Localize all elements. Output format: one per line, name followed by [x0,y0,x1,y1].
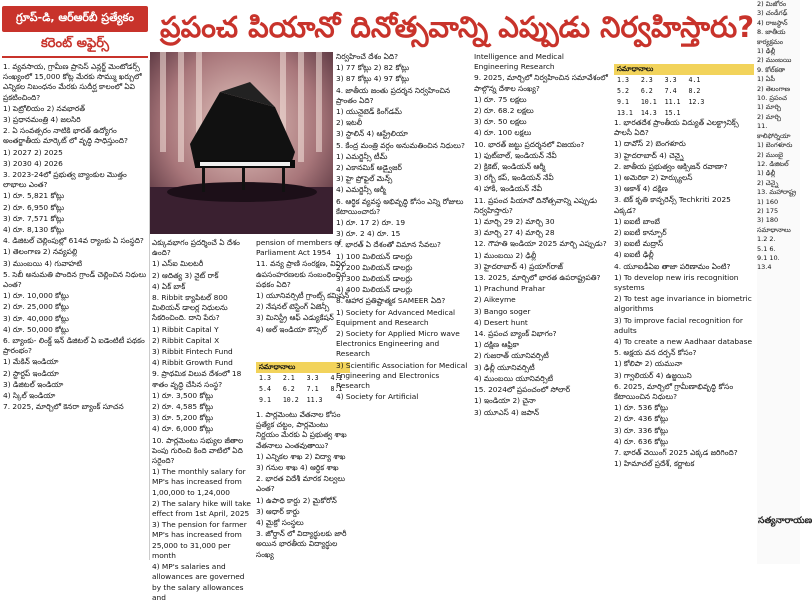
text-line: 15. 2024లో ప్రపంచంలో సోలార్ [474,385,571,395]
text-line: 4) రూ. 8,130 కోట్లు [3,225,65,235]
text-line: 2) Aikeyme [474,295,516,305]
text-line: 9.1 10. [757,253,780,262]
text-line: 3) గ్వాలియర్ 4) ఉజ్జయిని [614,370,692,380]
text-line: 4) Desert hunt [474,317,528,327]
text-line: 2) ఇటలీ [336,118,363,128]
text-line: 5. కేంద్ర మంత్రి వర్గం అనుమతించిన నిధులు? [336,140,465,150]
text-line: 1) ఎస్ఐ మిలటరీ [152,259,204,269]
text-line: 4) ఎమర్జెన్సీ ఆర్మీ [336,185,386,195]
text-line: 1) హిమాచల్ ప్రదేశ్, కర్ణాటక [614,459,695,469]
text-line: 1) బెంగళూరు [757,141,793,150]
text-line: 1) మార్చి 29 2) మార్చి 30 [474,217,555,227]
text-line: 1) యునైటెడ్ కింగ్‌డమ్ [336,107,402,117]
text-line: 9. ప్రాథమిక విలువ దేశంలో 18 శాతం వృద్ధి చేసిన సంస్థ? [152,369,242,389]
text-line: 1) కోలిపా 2) యమునా [614,359,683,369]
column-1 [3,62,147,562]
text-line: 1) The monthly salary for MP's has increased from 1,00,000 to 1,24,000 [152,467,246,497]
text-line: 7. భారత్ వెయింగ్ 2025 ఎక్కడ జరిగింది? [614,448,738,458]
text-line: 5.1 6. [757,244,776,253]
text-line: 2) The salary hike will take effect from 1st April, 2025 [152,498,251,519]
text-line: 1) రూ. 536 కోట్లు [614,403,669,413]
text-line: 2) తెలంగాణ [757,84,791,93]
text-line: 4) రూ. 50,000 కోట్లు [3,324,69,334]
text-line: 1) ఐఐటీ బాంబే [614,216,660,226]
text-line: 1) Ribbit Capital Y [152,324,219,334]
text-line: 8. జాతీయ కార్యక్రమం [757,28,786,46]
text-line: 4) ఆల్ ఇండియా కౌన్సిల్ [256,324,327,334]
text-line: 1) 100 మిలియన్ డాలర్లు [336,251,413,261]
question-block [757,0,800,273]
text-line: 1) మేకిన్ ఇండియా [3,357,59,367]
text-line: 3) డిజిటల్ ఇండియా [3,379,64,389]
text-line: 11. వన్య ప్రాణి సంరక్షణ, వివిధ ఉపసంహరణలకు సంబంధించిన పథకం ఏది? [256,259,347,289]
text-line: 1.2 2. [757,235,776,244]
text-line: 1) దావోస్ 2) బెంగళూరు [614,139,686,149]
text-line: 1) ఎమర్జెన్సీ టీమ్ [336,151,388,161]
text-line: 2) నేషనల్ టెస్టింగ్ ఏజెన్సీ [256,302,330,312]
piano-photo [150,52,333,234]
text-line: 1) అమెరికా 2) హెర్క్యులస్ [614,173,693,183]
text-line: 4) స్కిల్ ఇండియా [3,391,56,401]
text-line: 3) యూఎస్ 4) జపాన్ [474,407,540,417]
text-line: 4) ఐఐటీ ఢిల్లీ [614,250,654,260]
text-line: 1) ఇండియా 2) చైనా [474,396,536,406]
text-line: 1) 77 కోట్లు 2) 82 కోట్లు [336,63,410,73]
text-line: 10. భారత్ జట్టు ప్రదర్శనలో విజయం? [474,139,585,149]
text-line: 1. పార్లమెంటు వేతనాల కోసం ప్రత్యేక చట్టం, పార్లమెంటు నిర్ణయం మేరకు ఏ ప్రభుత్వ శాఖ వేతనాలు ఎంతవుతాయి? [256,410,347,450]
text-line: 4) హాకీ, ఇండియన్ నేవీ [474,184,542,194]
answers-heading: సమాధానాలు [614,64,754,75]
text-line: 1) ఎన్నికల శాఖ 2) విద్యా శాఖ [256,451,346,461]
text-line: 13. మహారాష్ట్ర [757,188,797,197]
text-line: 12. గౌహతి ఇండియా 2025 మార్చి ఎప్పుడు? [474,239,607,249]
text-line: 1) రూ. 75 లక్షలు [474,94,527,104]
text-line: 1) ఢిల్లీ [757,47,776,56]
text-line: 1) మార్చి [757,103,782,112]
answer-row: 5.2 6.2 7.4 8.2 [617,87,701,95]
text-line: 2) గుజరాత్ యూనివర్సిటీ [474,351,549,361]
text-line: 3) Bango soger [474,306,531,316]
column-2 [152,238,252,602]
text-line: 4) రూ. 636 కోట్లు [614,436,669,446]
text-line: 3) రగ్బీ కప్, ఇండియన్ నేవీ [474,173,554,183]
text-line: ఎక్కువభాగం ప్రదర్శించే ఏ దేశం ఉంది? [152,238,240,258]
text-line: 1) రూ. 3,500 కోట్లు [152,390,214,400]
question-block [336,52,470,403]
text-line: 3) మార్చి 27 4) మార్చి 28 [474,228,555,238]
text-line: నిర్వహించే దేశం ఏది? [336,52,398,61]
text-line: 1) ఏపీ [757,75,775,84]
text-line: 9. కోల్‌కతా [757,65,786,74]
text-line: 11. కాలిఫోర్నియా [757,122,791,140]
text-line: 3) రూ. 7,571 కోట్లు [3,213,65,223]
text-line: 2) ముంబై [757,150,784,159]
text-line: 2) To test age invariance in biometric algorithms [614,294,752,314]
text-line: 3) మినిస్ట్రీ ఆఫ్ ఎడ్యుకేషన్ [256,313,334,323]
text-line: 4. యూఐడీఏఐ తాజా పరిణామం ఏంటి? [614,261,731,271]
right-edge-column [757,0,812,564]
text-line: 3) The pension for farmer MP's has increased from 25,000 to 31,000 per month [152,520,247,560]
author-name: సత్యనారాయణ [758,516,812,526]
text-line: 5. సెబీ అనుమతి పొందిన గ్రాండ్ చెల్లించిన నిధులు ఎంత? [3,269,147,290]
text-line: 1) రూ. 17 2) రూ. 19 [336,218,406,228]
text-line: 2) రూ. 25,000 కోట్లు [3,302,69,312]
text-line: 8. Ribbit క్యాపిటల్ 800 మిలియన్ డాలర్ల నిధులను సేకరించింది. దాని పేరు? [152,293,228,323]
page-title: ప్రపంచ పియానో దినోత్సవాన్ని ఎప్పుడు నిర్వహిస్తారు? [160,10,755,44]
text-line: 4) రూ. 6,000 కోట్లు [152,424,214,434]
column-4 [336,52,470,560]
question-block [152,238,252,603]
text-line: 2) మార్చి [757,112,782,121]
text-line: 4) Society for Artificial [336,392,419,402]
text-line: 1) 160 [757,197,779,206]
question-block [3,62,147,413]
answer-row: 1.3 2.1 3.3 4.1 [259,374,343,382]
text-line: 2) Ribbit Capital X [152,335,220,345]
text-line: 3) ఢిల్లీ యూనివర్సిటీ [474,362,535,372]
text-line: 3) To improve facial recognition for adults [614,315,743,335]
text-line: 5. అక్షయ వన దర్పన్ కోసం? [614,348,697,358]
text-line: 14. ప్రపంచ బ్యాంక్ విభాగం? [474,329,557,339]
text-line: 3) ముంబయి 4) గువాహటి [3,258,83,268]
text-line: 1) తెలంగాణ 2) నవ్యపల్లి [3,247,78,257]
text-line: 4) MP's salaries and allowances are governed by the salary allowances and [152,562,245,602]
text-line: 3) రూ. 40,000 కోట్లు [3,313,69,323]
text-line: 10. ప్రపంచ [757,94,787,103]
answer-row: 9.1 10.2 11.3 [259,396,323,404]
text-line: pension of members of Parliament Act 1954 [256,238,342,258]
text-line: 3) రూ. 336 కోట్లు [614,425,669,435]
text-line: 6. 2025, మార్చిలో గ్రామీణాభివృద్ధి కోసం కేటాయించిన నిధులు? [614,381,734,402]
text-line: 2) ఆదిత్య 3) నైట్ రాక్ [152,270,219,280]
text-line: 3) హైదరాబాద్ 4) చెన్నై [614,150,684,160]
text-line: 3) 300 మిలియన్ డాలర్లు [336,274,413,284]
text-line: 11. ప్రపంచ పియానో దినోత్సవాన్ని ఎప్పుడు నిర్వహిస్తారు? [474,195,598,215]
text-line: 3) Ribbit Fintech Fund [152,347,233,357]
text-line: 2) రూ. 4,585 కోట్లు [152,402,214,412]
text-line: 8. ఆహార ప్రతిష్టాత్మక SAMEER ఏది? [336,296,446,306]
text-line: 4) ఏక్ బాక్ [152,281,186,291]
text-line: 2) క్రికెట్, ఇండియన్ ఆర్మీ [474,162,546,172]
text-line: 1) Prachund Prahar [474,284,546,294]
text-line: 7. భారత్ ఏ దేశంతో విమాన సేవలు? [336,240,441,250]
text-line: 1. భారతదేశ ప్రాంతీయ విద్యుత్ ఎలక్ట్రానిక్స్ పాలసీ ఏది? [614,118,739,138]
section-subtag: కరెంట్ అఫైర్స్ [2,36,148,58]
text-line: 1) 2027 2) 2025 [3,147,63,157]
text-line: Intelligence and Medical Engineering Research [474,52,564,72]
text-line: 3) ఆధార్ కార్డు [256,506,300,516]
text-line: 6. ఆర్థిక వ్యవస్థ అభివృద్ధి కోసం ఎన్ని రోజులు కేటాయించారు? [336,196,464,216]
text-line: 2) స్టార్టప్ ఇండియా [3,368,59,378]
text-line: 2) రూ. 436 కోట్లు [614,414,669,424]
text-line: 4) మైక్రో సంస్థలు [256,518,304,528]
text-line: 2. ఏ సంవత్సరం నాటికి భారత్ ఉద్యోగం అంతర్జాతీయ మార్కెట్ లో వృద్ధి సాధిస్తుంది? [3,126,128,146]
text-line: 2) 175 [757,206,779,215]
text-line: 2) రూ. 68.2 లక్షలు [474,106,534,116]
text-line: 1) యూనివర్సిటీ గ్రాంట్స్ కమిషన్ [256,291,350,301]
text-line: 4. జాతీయ జంతు ప్రదర్శన నిర్వహించిన ప్రాంతం ఏది? [336,85,451,105]
column-5 [474,52,610,560]
text-line: 1) పెట్రోలియం 2) నవభారత్ [3,103,86,113]
answers-box-b [614,64,754,119]
text-line: 1) ఉపాధి కార్డు 2) మైకోరోన్ [256,495,337,505]
text-line: 1) Society for Advanced Medical Equipment and Research [336,307,456,327]
text-line: 1) దక్షిణ ఆఫ్రికా [474,340,520,350]
text-line: 3. 2023-24లో ప్రభుత్వ బ్యాంకుల మొత్తం లాభాలు ఎంత? [3,170,127,190]
text-line: సమాధానాలు [757,225,791,234]
section-tag: గ్రూప్-డి, ఆర్ఆర్‌బీ ప్రత్యేకం [2,6,148,32]
text-line: 4) To create a new Aadhaar database [614,337,753,347]
text-line: 3) రూ. 5,200 కోట్లు [152,413,214,423]
text-line: 2) ఎకానమిక్ అడ్వైజర్ [336,163,402,173]
text-line: 3. టెక్ కృతి కాన్ఫరెన్స్ Techkriti 2025 ఎక్కడ? [614,195,731,215]
text-line: 3) స్టాలిన్ 4) ఆస్ట్రేలియా [336,129,408,139]
text-line: 2) చెన్నై [757,178,779,187]
text-line: 3) ఆకాశ్ 4) దక్షిణ [614,184,668,194]
text-line: 1) ఫుట్‌బాల్, ఇండియన్ నేవీ [474,150,557,160]
answer-row: 5.4 6.2 7.1 8.1 [259,385,343,393]
answer-row: 13.1 14.3 15.1 [617,109,681,117]
question-block [474,52,610,418]
text-line: 3) Scientific Association for Medical Engineering and Electronics Research [336,360,468,391]
text-line: 4) రాజస్థాన్ [757,18,788,27]
text-line: 6. బ్యాంకు- లింక్డ్ ఇన్ డిజిటల్ ఏ ఐడెంటిటీ పథకం ప్రారంభం? [3,336,145,356]
text-line: 3) చండీగఢ్ [757,9,788,18]
text-line: 10. పార్లమెంటు సభ్యుల జీతాల పెంపు గురించి కింది వాటిలో ఏది సరైంది? [152,435,244,466]
text-line: 7. 2025, మార్చిలో కెనరా బ్యాంక్ సూచన [3,402,124,412]
text-line: 3) రూ. 2 4) రూ. 15 [336,229,401,239]
text-line: 3) 2030 4) 2026 [3,158,63,168]
text-line: 3) గనుల శాఖ 4) ఆర్థిక శాఖ [256,463,339,473]
text-line: 1) ఢిల్లీ [757,169,776,178]
text-line: 9. 2025, మార్చిలో నిర్వహించిన సమావేశంలో పాల్గొన్న దేశాల సంఖ్య? [474,73,608,93]
question-block [614,118,754,470]
answer-row: 9.1 10.1 11.1 12.3 [617,98,705,106]
text-line: 2) మిజోరం [757,0,787,8]
column-divider [149,60,150,560]
text-line: 3) రూ. 50 లక్షలు [474,117,527,127]
answer-row: 1.3 2.3 3.3 4.1 [617,76,701,84]
text-line: 4) రూ. 100 లక్షలు [474,128,532,138]
text-line: 4) Ribbit Growth Fund [152,358,233,368]
text-line: 4) ముంబయి యూనివర్సిటీ [474,373,554,383]
text-line: 3) హైదరాబాద్ 4) ప్రయాగ్‌రాజ్ [474,261,563,271]
column-6 [614,118,754,560]
text-line: 12. డిజిటల్ [757,159,789,168]
text-line: 3) ప్రధానమంత్రి 4) జలసిరి [3,115,81,125]
text-line: 3) ఐఐటీ మద్రాస్ [614,239,664,249]
text-line: 4. డిజిటల్ చెల్లింపుల్లో 614వ ర్యాంకు ఏ సంస్థది? [3,236,144,246]
text-line: 1. వ్యవసాయ, గ్రామీణ ప్రాసెస్ ఎన్లర్జ్ మెంటోడర్స్ సంఖ్యంలో 15,000 కోట్ల మేరకు సొమ్ము ఖర్చులో ఎన్నికల నిబంధనం మేరకు సుదీర్ఘ కాలంలో ఏవి ప్రకటించింది? [3,62,142,102]
text-line: 3) హై ప్రోఫైల్ మెన్స్ [336,174,393,184]
text-line: 13.4 [757,263,772,272]
text-line: 1) ముంబయి 2) ఢిల్లీ [474,250,537,260]
text-line: 1) రూ. 10,000 కోట్లు [3,291,69,301]
text-line: 2) ఐఐటీ కాన్పూర్ [614,228,667,238]
text-line: 2. జాతీయ ప్రభుత్వం ఆక్సిజన్ రవాణా? [614,161,728,171]
text-line: 2) Society for Applied Micro wave Electronics Engineering and Research [336,329,460,359]
text-line: 2. భారత విదేశీ మారక నిల్వలు ఎంత? [256,474,346,494]
text-line: 2) 200 మిలియన్ డాలర్లు [336,262,413,272]
answers-heading: సమాధానాలు [256,362,350,373]
text-line: 3) 87 కోట్లు 4) 97 కోట్లు [336,74,410,84]
text-line: 2) ముంబయి [757,56,792,65]
text-line: 1) To develop new iris recognition systems [614,272,739,293]
text-line: 3) 180 [757,216,779,225]
text-line: 4) 400 మిలియన్ డాలర్లు [336,285,413,295]
text-line: 13. 2025, మార్చిలో భారత ఉపరాష్ట్రపతి? [474,273,601,283]
text-line: 2) రూ. 6,950 కోట్లు [3,202,65,212]
text-line: 3. జోర్డాన్ లో విద్యార్థులకు జారీ అయిన భారతీయ విద్యార్థుల సంఖ్య [256,529,347,559]
text-line: 1) రూ. 5,821 కోట్లు [3,191,65,201]
